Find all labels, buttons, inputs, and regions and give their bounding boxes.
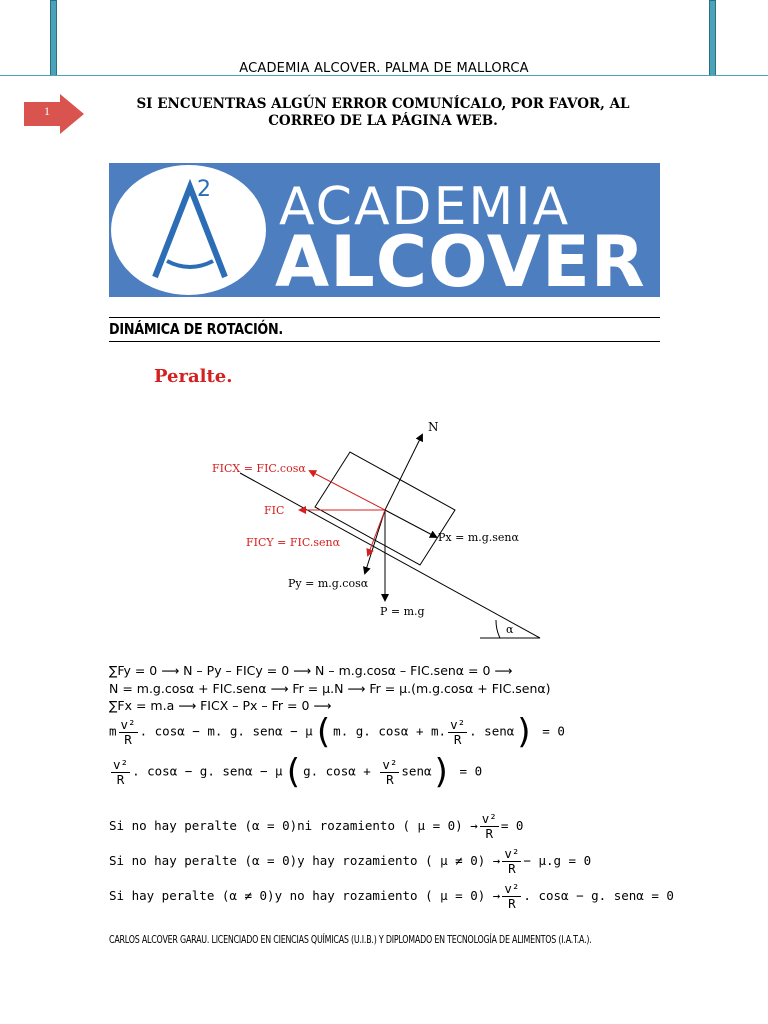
page-number: 1 xyxy=(44,104,50,118)
label-ficy: FICY = FIC.senα xyxy=(246,536,341,549)
case-no-peralte-rozamiento: Si no hay peralte (α = 0)y hay rozamiento ( μ ≠ 0) → $\frac{\text{v²}}{R}$ − μ.g = 0 xyxy=(109,846,592,876)
px-arrow xyxy=(385,510,436,537)
page-number-badge xyxy=(24,94,86,134)
label-py: Py = m.g.cosα xyxy=(288,577,369,590)
equation-line-3: ∑Fx = m.a ⟶ FICX – Px – Fr = 0 ⟶ xyxy=(109,698,332,713)
equation-line-4: m $\frac{\text{v²}}{R}$ . cosα − m. g. senα − μ(m. g. cosα + m. $\frac{\text{v²}}{R}$ . senα) = 0 xyxy=(109,712,565,752)
ficx-arrow xyxy=(310,471,385,510)
logo-text-academia: ACADEMIA xyxy=(279,177,571,237)
label-fic: FIC xyxy=(264,504,285,517)
logo-text-alcover: ALCOVER xyxy=(275,221,646,297)
notice-line-2: CORREO DE LA PÁGINA WEB. xyxy=(268,113,498,129)
footer-author: CARLOS ALCOVER GARAU. LICENCIADO EN CIENCIAS QUÍMICAS (U.I.B.) Y DIPLOMADO EN TECNOLOGÍA DE ALIMENTOS (I.A.T.A.). xyxy=(109,933,592,946)
py-arrow xyxy=(365,510,385,573)
label-p: P = m.g xyxy=(380,605,425,618)
logo-superscript: 2 xyxy=(197,177,211,202)
academia-logo xyxy=(109,163,660,297)
subtitle: Peralte. xyxy=(154,366,233,387)
section-rule-bottom xyxy=(109,341,660,342)
case-no-peralte-no-rozamiento: Si no hay peralte (α = 0)ni rozamiento ( μ = 0) → $\frac{\text{v²}}{R}$ = 0 xyxy=(109,811,524,841)
label-alpha: α xyxy=(506,623,514,636)
header-title: ACADEMIA ALCOVER. PALMA DE MALLORCA xyxy=(239,61,529,76)
inclined-plane-diagram xyxy=(200,415,560,645)
case-peralte-no-rozamiento: Si hay peralte (α ≠ 0)y no hay rozamiento ( μ = 0) → $\frac{\text{v²}}{R}$ . cosα − g. senα = 0 xyxy=(109,881,674,911)
equation-line-1: ∑Fy = 0 ⟶ N – Py – FICy = 0 ⟶ N – m.g.cosα – FIC.senα = 0 ⟶ xyxy=(109,663,513,678)
label-ficx: FICX = FIC.cosα xyxy=(212,462,306,475)
normal-force-arrow xyxy=(385,435,422,510)
equation-line-2: N = m.g.cosα + FIC.senα ⟶ Fr = μ.N ⟶ Fr = μ.(m.g.cosα + FIC.senα) xyxy=(109,681,551,696)
notice-line-1: SI ENCUENTRAS ALGÚN ERROR COMUNÍCALO, POR FAVOR, AL xyxy=(136,96,630,112)
label-px: Px = m.g.senα xyxy=(438,531,519,544)
alpha-arc xyxy=(496,620,500,638)
logo-a-icon xyxy=(115,169,265,293)
label-n: N xyxy=(428,420,439,434)
section-rule-top xyxy=(109,317,660,318)
section-title: DINÁMICA DE ROTACIÓN. xyxy=(109,320,284,338)
equation-line-5: $\frac{\text{v²}}{R}$ . cosα − g. senα − μ(g. cosα + $\frac{\text{v²}}{R}$ senα) = 0 xyxy=(113,752,483,792)
error-notice xyxy=(100,96,666,130)
